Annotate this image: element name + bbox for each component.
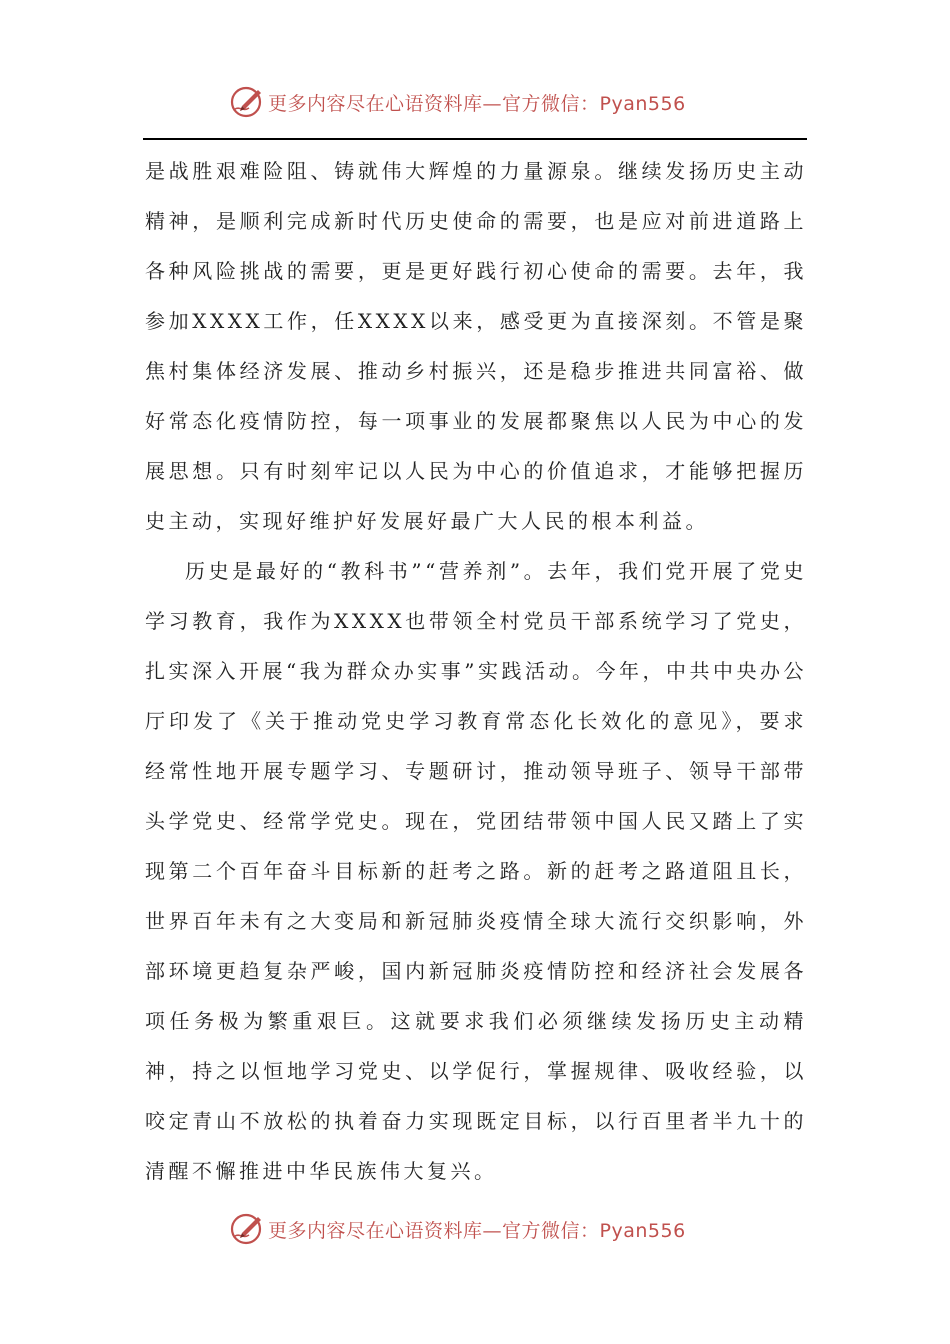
header-wechat-id: Pyan556 bbox=[599, 92, 686, 115]
paragraph-1: 是战胜艰难险阻、铸就伟大辉煌的力量源泉。继续发扬历史主动精神，是顺利完成新时代历史使命的需要，也是应对前进道路上各种风险挑战的需要，更是更好践行初心使命的需要。去年，我参加XXXX工作，任XXXX以来，感受更为直接深刻。不管是聚焦村集体经济发展、推动乡村振兴，还是稳步推进共同富裕、做好常态化疫情防控，每一项事业的发展都聚焦以人民为中心的发展思想。只有时刻牢记以人民为中心的价值追求，才能够把握历史主动，实现好维护好发展好最广大人民的根本利益。 bbox=[145, 159, 807, 533]
footer-banner bbox=[0, 1209, 950, 1249]
pen-in-circle-logo-icon bbox=[228, 84, 264, 120]
paragraph-2: 历史是最好的“教科书”“营养剂”。去年，我们党开展了党史学习教育，我作为XXXX也带领全村党员干部系统学习了党史，扎实深入开展“我为群众办实事”实践活动。今年，中共中央办公厅印发了《关于推动党史学习教育常态化长效化的意见》，要求经常性地开展专题学习、专题研讨，推动领导班子、领导干部带头学党史、经常学党史。现在，党团结带领中国人民又踏上了实现第二个百年奋斗目标新的赶考之路。新的赶考之路道阻且长，世界百年未有之大变局和新冠肺炎疫情全球大流行交织影响，外部环境更趋复杂严峻，国内新冠肺炎疫情防控和经济社会发展各项任务极为繁重艰巨。这就要求我们必须继续发扬历史主动精神，持之以恒地学习党史、以学促行，掌握规律、吸收经验，以咬定青山不放松的执着奋力实现既定目标，以行百里者半九十的清醒不懈推进中华民族伟大复兴。 bbox=[145, 559, 807, 1183]
header-banner bbox=[0, 82, 950, 122]
document-body bbox=[145, 146, 807, 1196]
footer-banner-text: 更多内容尽在心语资料库—官方微信： bbox=[268, 1219, 600, 1242]
header-banner-text: 更多内容尽在心语资料库—官方微信： bbox=[268, 92, 600, 115]
header-rule bbox=[143, 138, 807, 140]
footer-wechat-id: Pyan556 bbox=[599, 1219, 686, 1242]
pen-in-circle-logo-icon bbox=[228, 1211, 264, 1247]
